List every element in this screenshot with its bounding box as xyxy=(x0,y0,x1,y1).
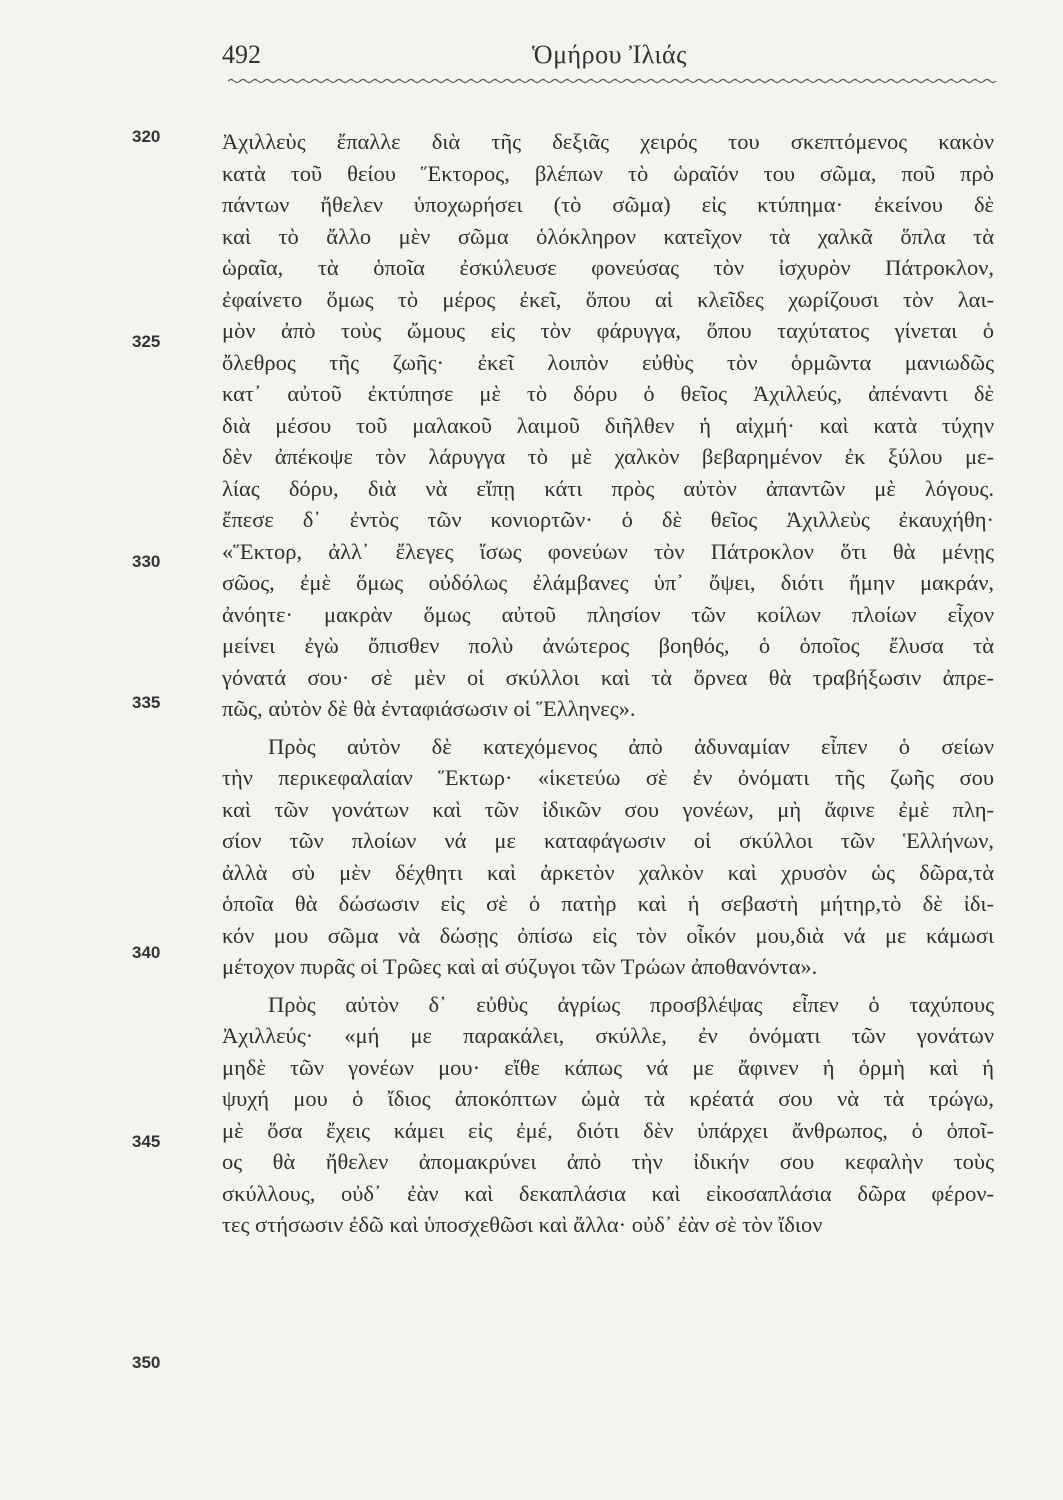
main-text xyxy=(222,126,994,1241)
text-line: «Ἕκτορ, ἀλλ᾽ ἔλεγες ἴσως φονεύων τὸν Πάτροκλον ὅτι θὰ μένῃς xyxy=(222,538,994,564)
text-line: τὴν περικεφαλαίαν Ἕκτωρ· «ἱκετεύω σὲ ἐν ὀνόματι τῆς ζωῆς σου xyxy=(222,765,994,790)
text-line: ἀλλὰ σὺ μὲν δέχθητι καὶ ἀρκετὸν χαλκὸν καὶ χρυσὸν ὡς δῶρα,τὰ xyxy=(222,859,994,885)
text-line: μὲ ὅσα ἔχεις κάμει εἰς ἐμέ, διότι δὲν ὑπάρχει ἄνθρωπος, ὁ ὁποῖ- xyxy=(222,1117,994,1143)
text-line: Πρὸς αὐτὸν δ᾽ εὐθὺς ἀγρίως προσβλέψας εἶπεν ὁ ταχύπους xyxy=(268,991,994,1017)
page-header xyxy=(222,38,998,78)
text-line: ὡραῖα, τὰ ὁποῖα ἐσκύλευσε φονεύσας τὸν ἰσχυρὸν Πάτροκλον, xyxy=(222,255,994,280)
page-number: 492 xyxy=(222,40,261,69)
text-line: κατὰ τοῦ θείου Ἕκτορος, βλέπων τὸ ὡραῖόν του σῶμα, ποῦ πρὸ xyxy=(222,160,994,186)
line-number: 325 xyxy=(132,332,161,351)
text-line: ἔπεσε δ᾽ ἐντὸς τῶν κονιορτῶν· ὁ δὲ θεῖος Ἀχιλλεὺς ἐκαυχήθη· xyxy=(222,507,994,532)
line-number: 320 xyxy=(132,127,161,146)
header-wavy-rule xyxy=(228,77,998,85)
text-line: κατ᾽ αὐτοῦ ἐκτύπησε μὲ τὸ δόρυ ὁ θεῖος Ἀχιλλεύς, ἀπέναντι δὲ xyxy=(222,381,994,406)
text-line: σῶος, ἐμὲ ὅμως οὐδόλως ἐλάμβανες ὑπ᾽ ὄψει, διότι ἤμην μακράν, xyxy=(222,570,994,595)
text-line: σκύλλους, οὐδ᾽ ἐὰν καὶ δεκαπλάσια καὶ εἰκοσαπλάσια δῶρα φέρον- xyxy=(222,1180,994,1206)
text-line: ὁποῖα θὰ δώσωσιν εἰς σὲ ὁ πατὴρ καὶ ἡ σεβαστὴ μήτηρ,τὸ δὲ ἰδι- xyxy=(222,891,994,916)
line-number: 335 xyxy=(132,693,161,712)
text-line: μὸν ἀπὸ τοὺς ὤμους εἰς τὸν φάρυγγα, ὅπου ταχύτατος γίνεται ὁ xyxy=(222,318,994,343)
text-line: ἐφαίνετο ὅμως τὸ μέρος ἐκεῖ, ὅπου αἱ κλεῖδες χωρίζουσι τὸν λαι- xyxy=(222,286,994,312)
line-number: 350 xyxy=(132,1353,161,1372)
text-line: πάντων ἤθελεν ὑποχωρήσει (τὸ σῶμα) εἰς κτύπημα· ἐκείνου δὲ xyxy=(222,192,994,217)
text-line: διὰ μέσου τοῦ μαλακοῦ λαιμοῦ διῆλθεν ἡ αἰχμή· καὶ κατὰ τύχην xyxy=(222,412,994,438)
text-line: σίον τῶν πλοίων νά με καταφάγωσιν οἱ σκύλλοι τῶν Ἑλλήνων, xyxy=(222,828,994,853)
text-line: γόνατά σου· σὲ μὲν οἱ σκύλλοι καὶ τὰ ὄρνεα θὰ τραβήξωσιν ἀπρε- xyxy=(222,664,994,690)
text-line: καὶ τὸ ἄλλο μὲν σῶμα ὁλόκληρον κατεῖχον τὰ χαλκᾶ ὅπλα τὰ xyxy=(222,223,994,249)
text-line: Ἀχιλλεὺς ἔπαλλε διὰ τῆς δεξιᾶς χειρός του σκεπτόμενος κακὸν xyxy=(222,129,994,154)
paragraph xyxy=(222,126,994,725)
text-line: καὶ τῶν γονάτων καὶ τῶν ἰδικῶν σου γονέων, μὴ ἄφινε ἐμὲ πλη- xyxy=(222,796,994,822)
text-line: Ἀχιλλεύς· «μή με παρακάλει, σκύλλε, ἐν ὀνόματι τῶν γονάτων xyxy=(222,1023,994,1048)
text-line: ἀνόητε· μακρὰν ὅμως αὐτοῦ πλησίον τῶν κοίλων πλοίων εἶχον xyxy=(222,601,994,627)
paragraph xyxy=(222,989,994,1241)
line-number: 340 xyxy=(132,943,161,962)
paragraph xyxy=(222,731,994,983)
text-line: μείνει ἐγὼ ὄπισθεν πολὺ ἀνώτερος βοηθός, ὁ ὁποῖος ἔλυσα τὰ xyxy=(222,633,994,658)
text-line: μέτοχον πυρᾶς οἱ Τρῶες καὶ αἱ σύζυγοι τῶν Τρώων ἀποθανόντα». xyxy=(222,954,818,979)
text-line: πῶς, αὐτὸν δὲ θὰ ἐνταφιάσωσιν οἱ Ἕλληνες». xyxy=(222,696,636,721)
text-line: Πρὸς αὐτὸν δὲ κατεχόμενος ἀπὸ ἀδυναμίαν εἶπεν ὁ σείων xyxy=(268,733,994,759)
text-line: λίας δόρυ, διὰ νὰ εἴπῃ κάτι πρὸς αὐτὸν ἀπαντῶν μὲ λόγους. xyxy=(222,475,994,501)
text-line: τες στήσωσιν ἐδῶ καὶ ὑποσχεθῶσι καὶ ἄλλα· οὐδ᾽ ἐὰν σὲ τὸν ἴδιον xyxy=(222,1212,823,1237)
text-line: ψυχή μου ὁ ἴδιος ἀποκόπτων ὠμὰ τὰ κρέατά σου νὰ τὰ τρώγω, xyxy=(222,1086,994,1111)
line-number: 345 xyxy=(132,1132,161,1151)
running-title: Ὁμήρου Ἰλιάς xyxy=(532,40,687,69)
text-line: κόν μου σῶμα νὰ δώσῃς ὀπίσω εἰς τὸν οἶκόν μου,διὰ νά με κάμωσι xyxy=(222,922,994,948)
text-line: μηδὲ τῶν γονέων μου· εἴθε κάπως νά με ἄφινεν ἡ ὁρμὴ καὶ ἡ xyxy=(222,1054,994,1080)
text-line: ος θὰ ἤθελεν ἀπομακρύνει ἀπὸ τὴν ἰδικήν σου κεφαλὴν τοὺς xyxy=(222,1149,994,1174)
text-line: δὲν ἀπέκοψε τὸν λάρυγγα τὸ μὲ χαλκὸν βεβαρημένον ἐκ ξύλου με- xyxy=(222,444,994,469)
line-number: 330 xyxy=(132,552,161,571)
text-line: ὄλεθρος τῆς ζωῆς· ἐκεῖ λοιπὸν εὐθὺς τὸν ὁρμῶντα μανιωδῶς xyxy=(222,349,994,375)
